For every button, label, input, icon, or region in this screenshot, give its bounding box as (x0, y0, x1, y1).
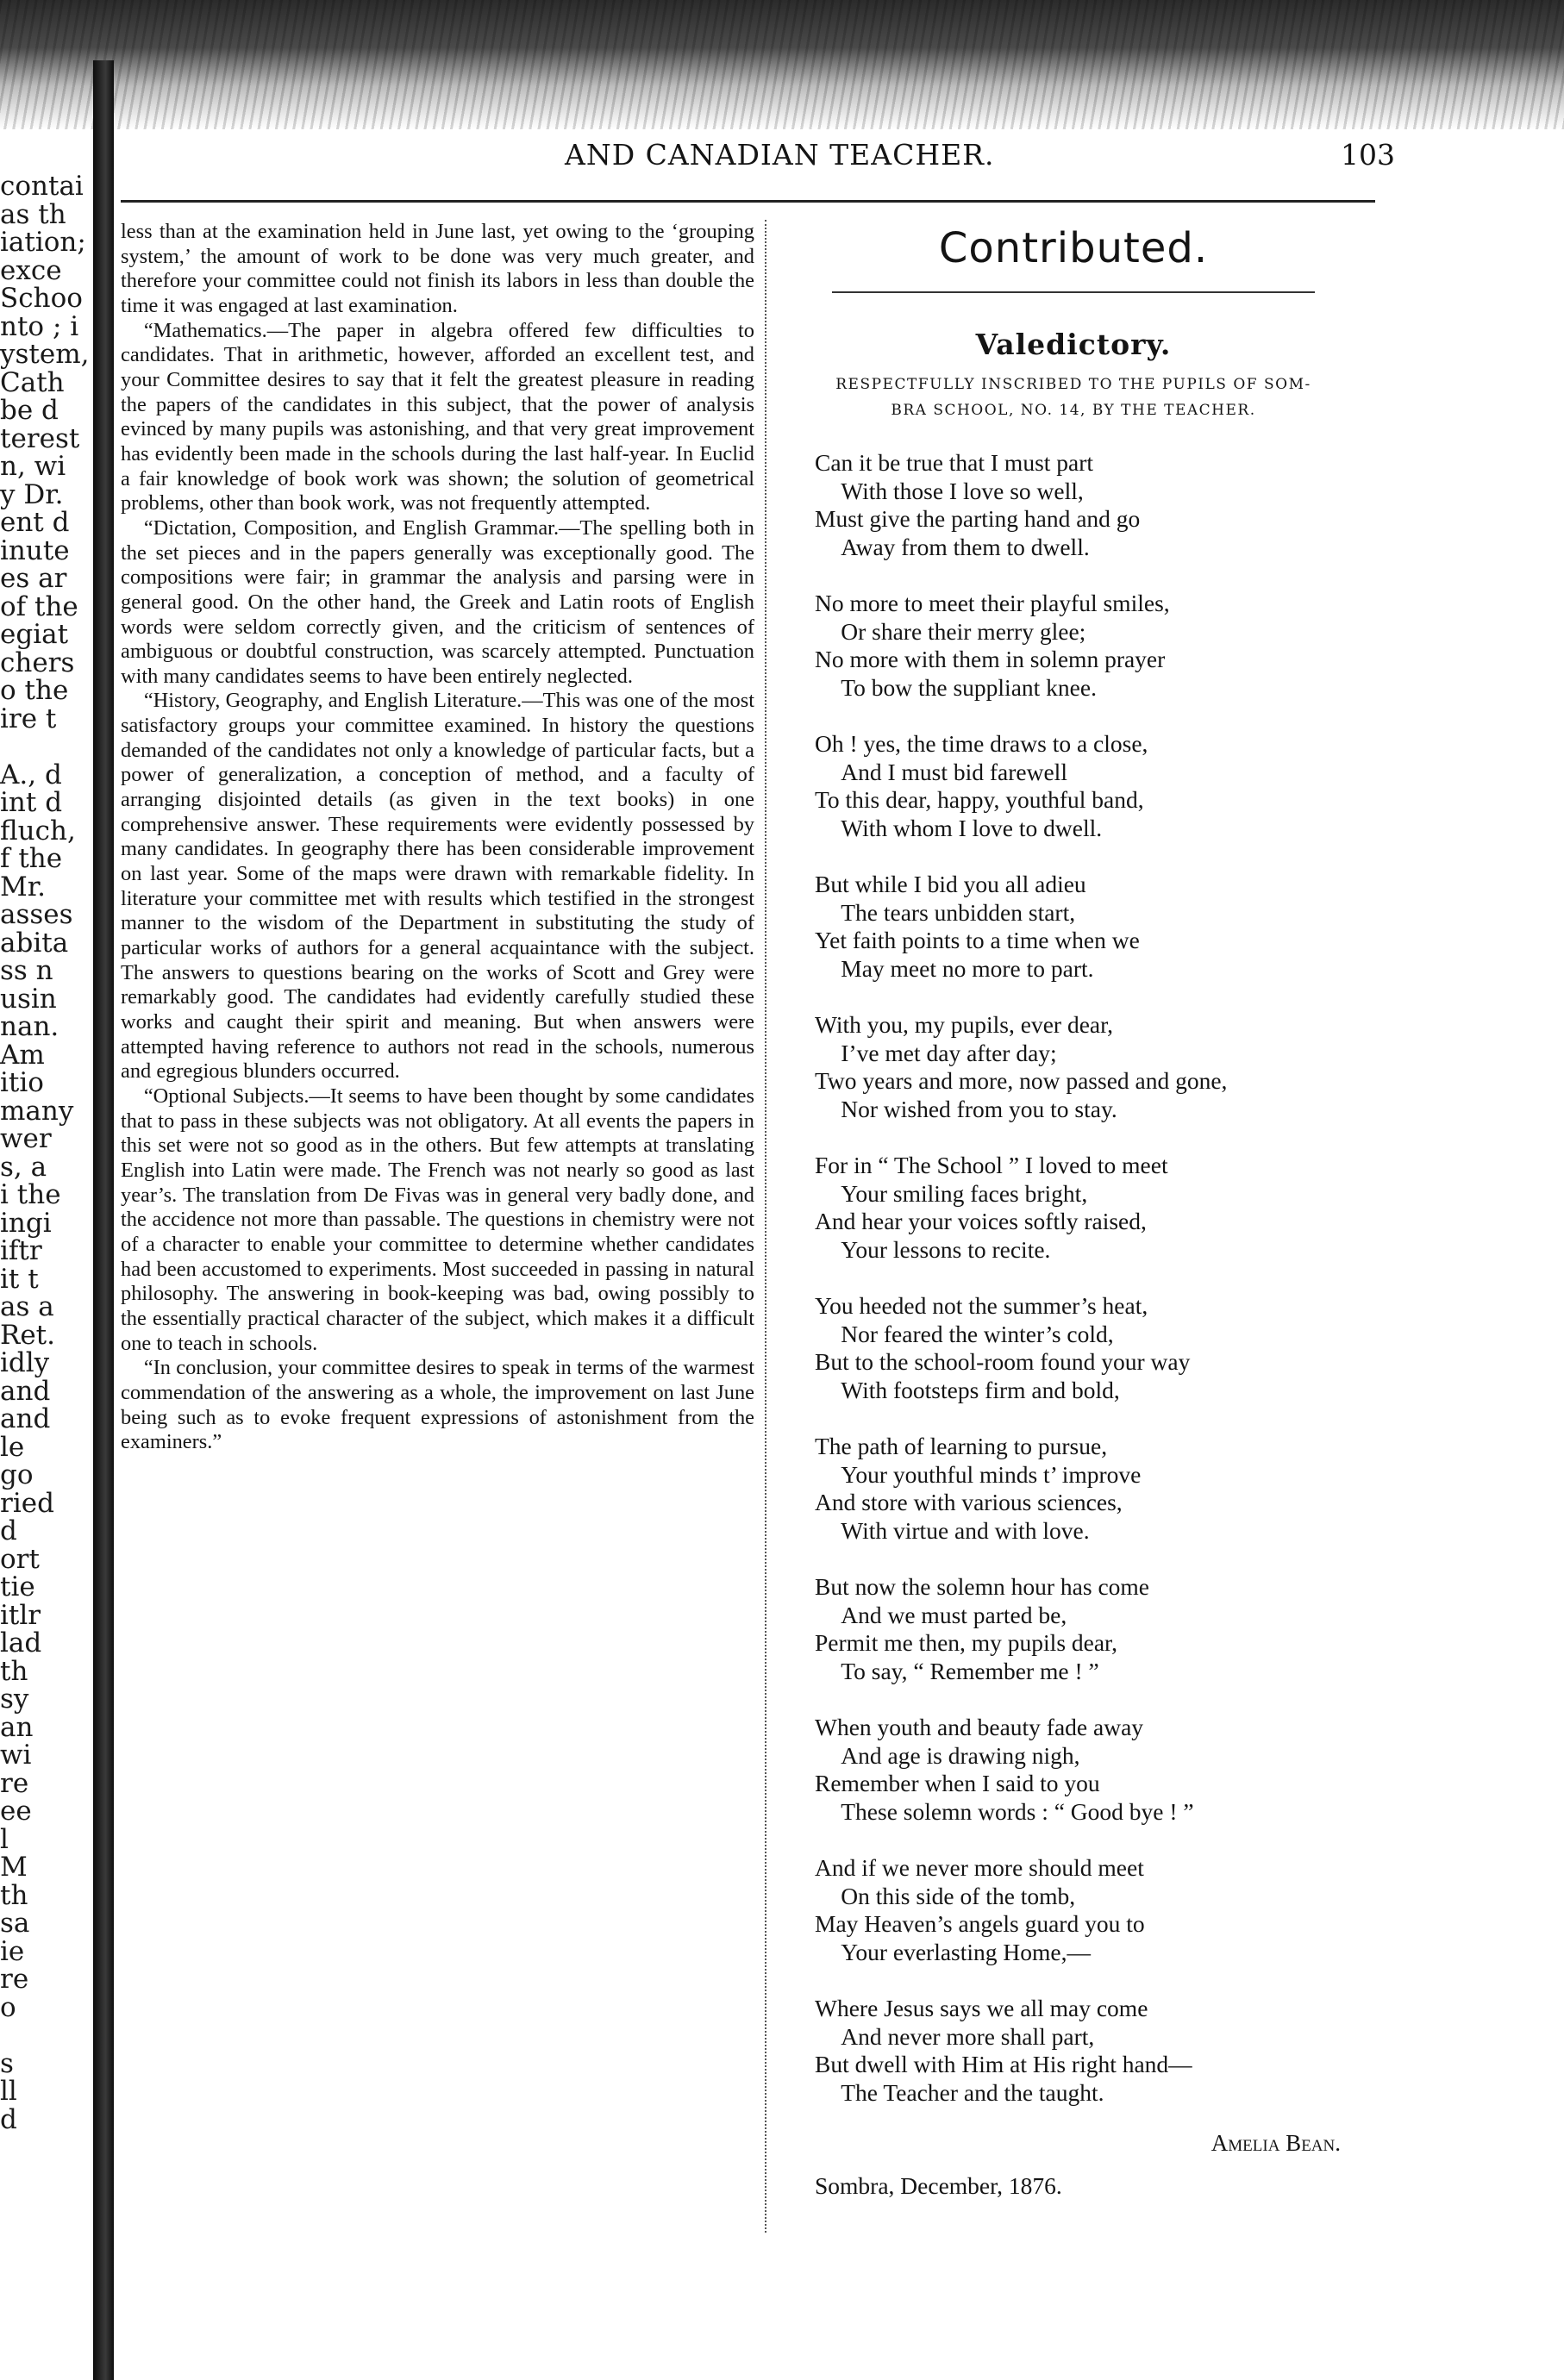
margin-fragment: wi (0, 1740, 32, 1771)
margin-fragment: it t (0, 1263, 39, 1295)
poem-line: These solemn words : “ Good bye ! ” (841, 1797, 1194, 1825)
poem-stanza (815, 449, 1375, 561)
poem-line: Your smiling faces bright, (841, 1179, 1088, 1207)
margin-fragment: M (0, 1852, 28, 1883)
margin-fragment: sy (0, 1683, 29, 1715)
margin-fragment: usin (0, 983, 57, 1015)
report-paragraph: less than at the examination held in June last, yet owing to the ‘grouping system,’ the amount of work to be done was very much greater, and therefore your committee could not finish its labors in less than double the time it was engaged at last examination. (121, 220, 754, 317)
margin-fragment: l (0, 1823, 9, 1855)
margin-fragment: le (0, 1431, 25, 1463)
poem-line: And I must bid farewell (841, 758, 1067, 785)
poem-line: Oh ! yes, the time draws to a close, (815, 730, 1148, 757)
poem-line: On this side of the tomb, (841, 1882, 1076, 1909)
header-rule (121, 200, 1375, 203)
margin-fragment: lad (0, 1627, 42, 1659)
margin-fragment: int d (0, 787, 63, 818)
margin-fragment: o (0, 1991, 16, 2023)
margin-fragment: ort (0, 1543, 40, 1575)
margin-fragment: terest (0, 422, 80, 454)
margin-fragment: and (0, 1375, 51, 1407)
poem-line: When youth and beauty fade away (815, 1714, 1144, 1740)
poem-stanza (815, 1714, 1375, 1826)
poem-line: With you, my pupils, ever dear, (815, 1011, 1114, 1038)
poem-line: Can it be true that I must part (815, 449, 1094, 476)
author-signature: Amelia Bean. (1211, 2130, 1341, 2156)
poem-line: To say, “ Remember me ! ” (841, 1657, 1099, 1684)
margin-fragment: y Dr. (0, 478, 64, 510)
margin-fragment (0, 2021, 91, 2050)
margin-fragment: A., d (0, 759, 62, 790)
margin-fragment: nto ; i (0, 310, 79, 342)
section-rule (832, 291, 1315, 293)
poem-line: I’ve met day after day; (841, 1039, 1057, 1066)
report-paragraph-conclusion: “In conclusion, your committee desires to speak in terms of the warmest commendation of the answering as a whole, the improvement on last June being such as to evoke frequent expressions of astonishment from the examiners.” (121, 1356, 754, 1454)
margin-fragment: itio (0, 1067, 44, 1098)
poem-line: With footsteps firm and bold, (841, 1376, 1120, 1403)
margin-fragment: chers (0, 647, 75, 678)
report-paragraph-optional: “Optional Subjects.—It seems to have been thought by some candidates that to pass in these subjects was not obligatory. At all events the papers in this set were not so good as in the others. But few attempts at translating English into Latin were made. The French was not nearly so good as last year’s. The translation from De Fivas was in general very badly done, and the accidence not more than passable. The questions in chemistry were not of a character to enable your committee to determine whether candidates had been accustomed to experiments. Most succeeded in passing in natural philosophy. The answering in book-keeping was bad, owing possibly to the essentially practical character of the subject, which makes it a difficult one to teach in schools. (121, 1084, 754, 1355)
margin-fragment: re (0, 1964, 29, 1995)
poem-line: And hear your voices softly raised, (815, 1208, 1147, 1234)
adjacent-page-fragment (0, 172, 91, 2155)
dedication-line: RESPECTFULLY INSCRIBED TO THE PUPILS OF SOM- (835, 376, 1311, 393)
poem-line: And age is drawing nigh, (841, 1741, 1080, 1769)
margin-fragment: Schoo (0, 283, 83, 314)
poem-line: Or share their merry glee; (841, 617, 1086, 645)
report-paragraph-history: “History, Geography, and English Literature.—This was one of the most satisfactory groups your committee examined. In history the questions demanded of the candidates not only a knowledge of particular facts, but a power of generalization, a conception of method, and a faculty of arranging disjointed details (as given in the text books) in one comprehensive answer. These requirements were evidently possessed by many candidates. In geography there has been considerable improvement on last year. Some of the maps were drawn with remarkable fidelity. In literature your committee met with results which testified in the strongest manner to the wisdom of the Department in substituting the study of particular works of authors for a general acquaintance with the subject. The answers to questions bearing on the works of Scott and Grey were remarkably good. The candidates had evidently carefully studied these works and caught their spirit and meaning. But when answers were attempted having reference to authors not read in the schools, numerous and egregious blunders occurred. (121, 689, 754, 1084)
poem-stanza (815, 1152, 1375, 1264)
poem-line: And store with various sciences, (815, 1489, 1123, 1515)
poem-line: But while I bid you all adieu (815, 871, 1086, 897)
margin-fragment: ss n (0, 955, 53, 986)
poem-line: Where Jesus says we all may come (815, 1995, 1148, 2021)
report-paragraph-grammar: “Dictation, Composition, and English Grammar.—The spelling both in the set pieces and in the papers generally was exceptionally good. The compositions were fair; in grammar the analysis and parsing were in general good. On the other hand, the Greek and Latin roots of English words were seldom correctly given, and the criticism of sentences of ambiguous or doubtful construction, was scarcely attempted. Punctuation with many candidates seems to have been entirely neglected. (121, 515, 754, 688)
poem-line: To this dear, happy, youthful band, (815, 786, 1144, 813)
margin-fragment: abita (0, 927, 69, 959)
margin-fragment: ingi (0, 1207, 52, 1239)
contributed-column (772, 216, 1375, 2233)
section-heading: Contributed. (938, 224, 1209, 272)
poem-stanza (815, 1854, 1375, 1966)
poem-line: No more with them in solemn prayer (815, 646, 1166, 672)
poem-line: Your youthful minds t’ improve (841, 1460, 1142, 1488)
poem-stanza (815, 1433, 1375, 1545)
column-divider (765, 220, 766, 2233)
poem-stanza (815, 590, 1375, 702)
poem-line: With whom I love to dwell. (841, 814, 1103, 841)
poem-line: And if we never more should meet (815, 1854, 1144, 1881)
poem-stanza (815, 1573, 1375, 1685)
margin-fragment: as a (0, 1291, 54, 1322)
report-paragraph-mathematics: “Mathematics.—The paper in algebra offered few difficulties to candidates. That in arithmetic, however, afforded an excellent test, and your Committee desires to say that it felt the greatest pleasure in reading the papers of the candidates in this subject, that the power of analysis evinced by many pupils was astonishing, and that very great improvement has evidently been made in the schools during the last half-year. In Euclid a fair knowledge of book work was shown; the solution of geometrical problems, other than book work, was not frequently attempted. (121, 318, 754, 515)
margin-fragment: many (0, 1095, 74, 1127)
margin-fragment: ee (0, 1796, 32, 1827)
margin-fragment: Mr. (0, 871, 47, 903)
margin-fragment: asses (0, 899, 73, 930)
margin-fragment: an (0, 1711, 34, 1743)
poem-line: But now the solemn hour has come (815, 1573, 1149, 1600)
poem-line: Your everlasting Home,— (841, 1938, 1091, 1965)
poem-line: And we must parted be, (841, 1601, 1067, 1628)
margin-fragment: contai (0, 172, 84, 202)
margin-fragment: ie (0, 1935, 25, 1967)
margin-fragment: Cath (0, 366, 65, 398)
margin-fragment: o the (0, 675, 69, 706)
poem-line: The path of learning to pursue, (815, 1433, 1108, 1459)
poem-line: Two years and more, now passed and gone, (815, 1067, 1228, 1094)
margin-fragment: wer (0, 1123, 52, 1154)
report-column (121, 220, 754, 2254)
margin-fragment: egiat (0, 619, 69, 650)
poem-line: Away from them to dwell. (841, 533, 1090, 560)
poem-line: Yet faith points to a time when we (815, 927, 1140, 953)
margin-fragment: ll (0, 2076, 17, 2107)
margin-fragment: f the (0, 843, 63, 874)
margin-fragment: ire t (0, 703, 57, 734)
page-number: 103 (1341, 138, 1395, 172)
poem-line: No more to meet their playful smiles, (815, 590, 1170, 616)
margin-fragment: go (0, 1459, 34, 1490)
margin-fragment: iftr (0, 1235, 42, 1266)
margin-fragment: exce (0, 254, 62, 286)
poem-stanza (815, 1011, 1375, 1123)
scan-shadow-edge (0, 0, 1564, 129)
poem-stanza (815, 1292, 1375, 1404)
book-spine-shadow (93, 60, 114, 2380)
dedication-line: BRA SCHOOL, NO. 14, BY THE TEACHER. (891, 402, 1256, 419)
margin-fragment: of the (0, 590, 78, 622)
poem-body (815, 449, 1375, 2107)
margin-fragment: n, wi (0, 451, 66, 482)
margin-fragment (0, 733, 91, 761)
poem-line: The tears unbidden start, (841, 898, 1076, 926)
margin-fragment: d (0, 2103, 17, 2135)
margin-fragment: as th (0, 198, 66, 230)
poem-line: May Heaven’s angels guard you to (815, 1910, 1145, 1937)
poem-line: May meet no more to part. (841, 954, 1094, 982)
poem-line: With virtue and with love. (841, 1516, 1090, 1544)
poem-line: But to the school-room found your way (815, 1348, 1191, 1375)
poem-dedication (772, 372, 1375, 423)
margin-fragment: ried (0, 1487, 54, 1519)
poem-line: Permit me then, my pupils dear, (815, 1629, 1117, 1656)
poem-stanza (815, 871, 1375, 983)
margin-fragment: inute (0, 534, 70, 566)
poem-stanza (815, 730, 1375, 842)
margin-fragment: re (0, 1767, 29, 1799)
poem-stanza (815, 1995, 1375, 2107)
margin-fragment: sa (0, 1908, 30, 1939)
poem-line: For in “ The School ” I loved to meet (815, 1152, 1168, 1178)
margin-fragment: idly (0, 1347, 50, 1378)
margin-fragment: th (0, 1879, 28, 1911)
margin-fragment: s, a (0, 1151, 47, 1183)
running-title: AND CANADIAN TEACHER. (565, 138, 995, 172)
margin-fragment: fluch, (0, 815, 76, 846)
poem-line: With those I love so well, (841, 477, 1084, 504)
margin-fragment: th (0, 1655, 28, 1687)
margin-fragment: i the (0, 1179, 61, 1210)
poem-line: Remember when I said to you (815, 1770, 1100, 1796)
poem-line: To bow the suppliant knee. (841, 673, 1097, 701)
poem-line: You heeded not the summer’s heat, (815, 1292, 1148, 1319)
margin-fragment: be d (0, 395, 59, 426)
poem-line: The Teacher and the taught. (841, 2078, 1104, 2106)
margin-fragment: and (0, 1403, 51, 1434)
margin-fragment: itlr (0, 1599, 41, 1631)
margin-fragment: tie (0, 1571, 35, 1602)
margin-fragment: d (0, 1515, 17, 1546)
margin-fragment: es ar (0, 563, 67, 594)
margin-fragment: nan. (0, 1011, 59, 1042)
margin-fragment: s (0, 2047, 14, 2079)
margin-fragment: ent d (0, 507, 70, 538)
place-date: Sombra, December, 1876. (815, 2172, 1062, 2199)
margin-fragment: Am (0, 1039, 45, 1071)
poem-title: Valedictory. (975, 328, 1172, 361)
poem-line: And never more shall part, (841, 2022, 1095, 2050)
margin-fragment: iation; (0, 227, 86, 258)
poem-line: Nor wished from you to stay. (841, 1095, 1117, 1122)
poem-line: Your lessons to recite. (841, 1235, 1051, 1263)
poem-line: Must give the parting hand and go (815, 505, 1141, 532)
margin-fragment: Ret. (0, 1319, 55, 1351)
poem-line: Nor feared the winter’s cold, (841, 1320, 1114, 1347)
poem-line: But dwell with Him at His right hand— (815, 2051, 1192, 2077)
margin-fragment: ystem, (0, 339, 90, 370)
